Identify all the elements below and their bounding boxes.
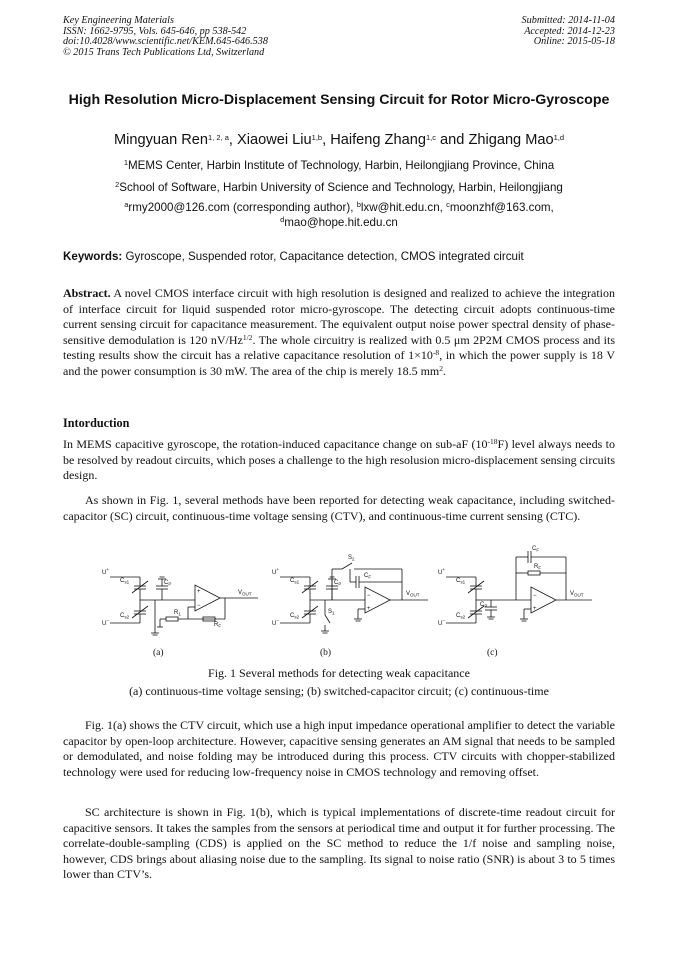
subfigure-label-b: (b)	[320, 648, 332, 658]
accepted-date: Accepted: 2014-12-23	[524, 25, 615, 37]
label-cp: $C_P$	[164, 580, 172, 587]
keywords	[63, 250, 615, 263]
label-minus: −	[367, 593, 371, 599]
label-vout: $V_{OUT}$	[238, 590, 252, 597]
label-uminus: U−	[438, 618, 445, 627]
dates-info	[522, 16, 615, 48]
paragraph-text: F) level always needs to be resolved by readout circuits, which poses a challenge to the high resolusion micro-displacement sensing circuits design.	[63, 437, 615, 482]
doi-line[interactable]: doi:10.4028/www.scientific.net/KEM.645-646.538	[63, 36, 268, 48]
abstract-text: A novel CMOS interface circuit with high resolution is designed and realized to achieve the integration of interface circuit for liquid suspended rotor micro-gyroscope. The detecting circuit adopts continuous-time current sensing circuit for capacitance measurement. The equivalent output noise power spectral density of phase-sensitive demodulation is 120 nV/Hz	[63, 286, 615, 347]
journal-name: Key Engineering Materials	[63, 15, 174, 26]
author-sup: 1,d	[553, 133, 565, 142]
intro-paragraph-2: As shown in Fig. 1, several methods have been reported for detecting weak capacitance, including switched-capacitor (SC) circuit, continuous-time voltage sensing (CTV), and continuous-time current sensing (CTC).	[63, 493, 615, 523]
label-cs1: $C_{s1}$	[120, 578, 130, 585]
email-sup: b	[356, 200, 361, 209]
author-name: Xiaowei Liu	[237, 132, 312, 148]
submitted-date: Submitted: 2014-11-04	[521, 15, 615, 26]
circuit-diagram	[100, 541, 584, 666]
affiliation-text: School of Software, Harbin University of Science and Technology, Harbin, Heilongjiang	[119, 181, 563, 194]
label-cf: $C_F$	[364, 573, 372, 580]
label-uplus: U+	[272, 567, 279, 576]
label-plus: +	[533, 606, 537, 612]
label-minus: −	[533, 593, 537, 599]
label-cs1: $C_{s1}$	[456, 578, 466, 585]
abstract-text: , in which the power supply is 18 V and the power consumption is 30 mW. The area of the chip is merely 18.5 mm	[63, 348, 616, 378]
paragraph-sup: -18	[487, 437, 498, 446]
paper-title: High Resolution Micro-Displacement Sensing Circuit for Rotor Micro-Gyroscope	[68, 92, 610, 108]
label-cs1: $C_{s1}$	[290, 578, 300, 585]
intro-paragraph-1	[63, 437, 615, 484]
label-vout: $V_{OUT}$	[406, 591, 420, 598]
email-a[interactable]: rmy2000@126.com (corresponding author),	[128, 201, 357, 214]
label-cs2: $C_{s2}$	[456, 613, 466, 620]
paragraph-text: In MEMS capacitive gyroscope, the rotation-induced capacitance change on sub-aF (10	[63, 437, 488, 451]
intro-paragraph-3: Fig. 1(a) shows the CTV circuit, which use a high input impedance operational amplifier to detect the variable capacitor by open-loop architecture. However, capacitive sensing generates an AM signal that needs to be sampled or demodulated, and noise folding may be introduced during this process. CTV circuits with chopper-stabilized technology were used for reducing low-frequency noise in CMOS technology and removing offset.	[63, 718, 615, 779]
issn-line: ISSN: 1662-9795, Vols. 645-646, pp 538-542	[63, 25, 247, 37]
figure-1-circuits	[100, 541, 584, 666]
figure-caption: Fig. 1 Several methods for detecting weak capacitance	[208, 666, 470, 680]
abstract-label: Abstract.	[63, 286, 111, 300]
journal-info	[63, 16, 268, 58]
abstract	[63, 286, 615, 379]
abstract-sup: -8	[432, 348, 440, 357]
affiliation-1	[40, 158, 638, 173]
label-s2: $S_2$	[348, 555, 355, 562]
abstract-sup: 1/2	[242, 332, 253, 342]
author-sup: 1, 2, a	[208, 133, 229, 142]
author-sup: 1,b	[311, 133, 323, 142]
label-uplus: U+	[438, 567, 445, 576]
author-separator: and	[435, 132, 469, 148]
label-cp: $C_P$	[480, 602, 488, 609]
author-separator: ,	[228, 132, 238, 148]
email-b[interactable]: lxw@hit.edu.cn,	[360, 201, 447, 214]
abstract-sup: 2	[439, 363, 444, 373]
label-cf: $C_F$	[532, 546, 540, 553]
subfigure-label-c: (c)	[487, 648, 498, 658]
affiliation-sup: 2	[115, 180, 120, 189]
keywords-label: Keywords:	[63, 250, 123, 263]
author-list	[40, 131, 638, 149]
email-d[interactable]: mao@hope.hit.edu.cn	[284, 216, 398, 229]
online-date: Online: 2015-05-18	[533, 36, 615, 48]
intro-paragraph-4: SC architecture is shown in Fig. 1(b), which is typical implementations of discrete-time readout circuit for capacitive sensors. It takes the samples from the sensors at periodical time and output it for further processing. The correlate-double-sampling (CDS) is applied on the SC method to reduce the 1/f noise and sampling noise, however, CDS brings about aliasing noise due to the sampling. Its signal to noise ratio (SNR) is about 3 to 5 times lower than CTV’s.	[63, 805, 615, 881]
circuit-a	[102, 567, 258, 635]
label-r1: $R_1$	[174, 610, 181, 617]
email-line-2	[40, 215, 638, 230]
label-plus: +	[367, 606, 371, 612]
affiliation-2	[40, 180, 638, 195]
circuit-b	[272, 555, 428, 633]
email-sup: d	[280, 215, 285, 224]
author-sup: 1,c	[425, 133, 436, 142]
email-sup: c	[446, 200, 450, 209]
affiliation-sup: 1	[123, 158, 128, 167]
label-cs2: $C_{s2}$	[290, 613, 300, 620]
label-cs2: $C_{s2}$	[120, 613, 130, 620]
label-s1: $S_1$	[328, 609, 335, 616]
copyright-line: © 2015 Trans Tech Publications Ltd, Switzerland	[63, 46, 265, 58]
circuit-c	[438, 546, 592, 627]
label-cp: $C_P$	[334, 580, 342, 587]
subfigure-label-a: (a)	[153, 648, 164, 658]
label-plus: +	[197, 589, 201, 595]
author-separator: ,	[322, 132, 331, 148]
author-name: Mingyuan Ren	[113, 132, 209, 148]
label-vout: $V_{OUT}$	[570, 591, 584, 598]
keywords-text: Gyroscope, Suspended rotor, Capacitance detection, CMOS integrated circuit	[122, 250, 524, 263]
clipped-text-fragment	[322, 701, 358, 707]
author-name: Zhigang Mao	[468, 132, 554, 148]
label-rf: $R_F$	[214, 622, 222, 629]
email-c[interactable]: moonzhf@163.com,	[449, 201, 554, 214]
label-rf: $R_F$	[534, 564, 542, 571]
section-heading-introduction: Intorduction	[63, 416, 130, 430]
label-minus: −	[197, 603, 201, 609]
email-sup: a	[124, 200, 129, 209]
label-uplus: U+	[102, 567, 109, 576]
author-name: Haifeng Zhang	[330, 132, 426, 148]
figure-subcaption: (a) continuous-time voltage sensing; (b) switched-capacitor circuit; (c) continuous-time	[129, 684, 549, 698]
affiliation-text: MEMS Center, Harbin Institute of Technology, Harbin, Heilongjiang Province, China	[127, 159, 555, 172]
abstract-text: . The whole circuitry is realized with 0.5 μm 2P2M CMOS process and its testing results show the circuit has a relative capacitance resolution of 1×10	[63, 332, 615, 362]
label-uminus: U−	[102, 618, 109, 627]
email-line-1	[40, 200, 638, 215]
label-uminus: U−	[272, 618, 279, 627]
abstract-text: .	[443, 363, 447, 378]
